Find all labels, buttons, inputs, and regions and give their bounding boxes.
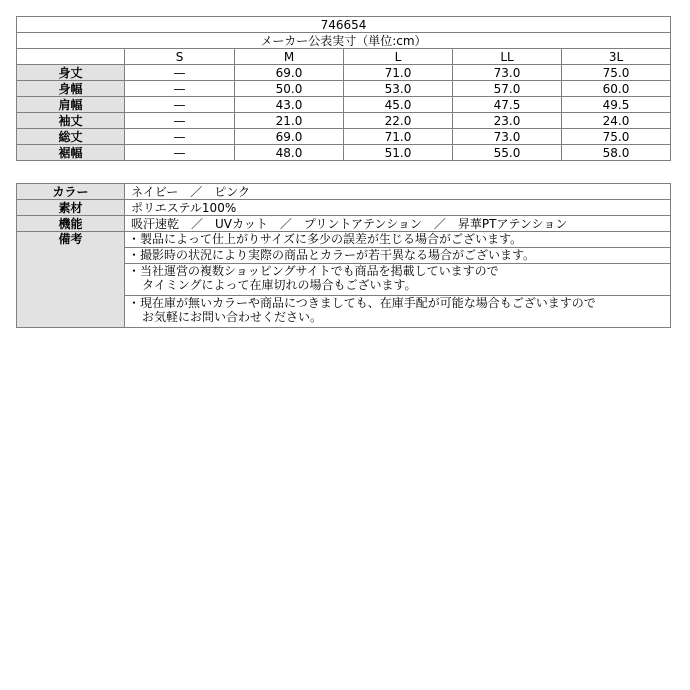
value-cell: 60.0: [562, 81, 671, 97]
value-cell: —: [125, 65, 235, 81]
value-cell: 49.5: [562, 97, 671, 113]
note-line: ・製品によって仕上がりサイズに多少の誤差が生じる場合がございます。: [128, 232, 523, 246]
measurement-row: [17, 81, 671, 97]
material-value: ポリエステル100%: [125, 200, 671, 216]
function-row: [17, 216, 671, 232]
subtitle-row: [17, 33, 671, 49]
value-cell: 75.0: [562, 129, 671, 145]
measurement-row: [17, 97, 671, 113]
value-cell: 71.0: [344, 129, 453, 145]
value-cell: 75.0: [562, 65, 671, 81]
row-label: 総丈: [17, 129, 125, 145]
row-label: 身丈: [17, 65, 125, 81]
note-line: タイミングによって在庫切れの場合もございます。: [142, 278, 417, 292]
function-value: 吸汗速乾 ／ UVカット ／ プリントアテンション ／ 昇華PTアテンション: [125, 216, 671, 232]
size-chart-table: [16, 16, 671, 161]
note-item: [125, 264, 671, 296]
value-cell: 57.0: [453, 81, 562, 97]
value-cell: 53.0: [344, 81, 453, 97]
value-cell: 51.0: [344, 145, 453, 161]
product-code-row: [17, 17, 671, 33]
size-header-l: L: [344, 49, 453, 65]
value-cell: —: [125, 145, 235, 161]
material-row: [17, 200, 671, 216]
color-value: ネイビー ／ ピンク: [125, 184, 671, 200]
note-line: ・撮影時の状況により実際の商品とカラーが若干異なる場合がございます。: [128, 248, 536, 262]
product-code: 746654: [17, 17, 671, 33]
value-cell: 58.0: [562, 145, 671, 161]
value-cell: 55.0: [453, 145, 562, 161]
row-label: 袖丈: [17, 113, 125, 129]
value-cell: 69.0: [235, 129, 344, 145]
product-info-table: [16, 183, 671, 328]
value-cell: 47.5: [453, 97, 562, 113]
size-header-ll: LL: [453, 49, 562, 65]
measurement-row: [17, 145, 671, 161]
size-header-m: M: [235, 49, 344, 65]
row-label: 肩幅: [17, 97, 125, 113]
corner-cell: [17, 49, 125, 65]
function-label: 機能: [17, 216, 125, 232]
size-header-s: S: [125, 49, 235, 65]
color-row: [17, 184, 671, 200]
size-header-row: [17, 49, 671, 65]
size-chart-subtitle: メーカー公表実寸（単位:cm）: [17, 33, 671, 49]
value-cell: —: [125, 113, 235, 129]
note-line: ・当社運営の複数ショッピングサイトでも商品を掲載していますので: [128, 264, 499, 278]
color-label: カラー: [17, 184, 125, 200]
value-cell: 22.0: [344, 113, 453, 129]
value-cell: 48.0: [235, 145, 344, 161]
value-cell: —: [125, 81, 235, 97]
notes-row: [17, 232, 671, 248]
measurement-row: [17, 65, 671, 81]
measurement-row: [17, 113, 671, 129]
size-header-3l: 3L: [562, 49, 671, 65]
value-cell: 50.0: [235, 81, 344, 97]
note-item: [125, 232, 671, 248]
value-cell: 73.0: [453, 65, 562, 81]
value-cell: 45.0: [344, 97, 453, 113]
row-label: 身幅: [17, 81, 125, 97]
value-cell: 21.0: [235, 113, 344, 129]
notes-label: 備考: [17, 232, 125, 328]
value-cell: 23.0: [453, 113, 562, 129]
value-cell: 69.0: [235, 65, 344, 81]
measurement-row: [17, 129, 671, 145]
note-line: お気軽にお問い合わせください。: [142, 310, 323, 324]
value-cell: 71.0: [344, 65, 453, 81]
value-cell: —: [125, 97, 235, 113]
value-cell: 24.0: [562, 113, 671, 129]
row-label: 裾幅: [17, 145, 125, 161]
value-cell: 43.0: [235, 97, 344, 113]
note-line: ・現在庫が無いカラーや商品につきましても、在庫手配が可能な場合もございますので: [128, 296, 596, 310]
material-label: 素材: [17, 200, 125, 216]
note-item: [125, 296, 671, 328]
value-cell: —: [125, 129, 235, 145]
value-cell: 73.0: [453, 129, 562, 145]
note-item: [125, 248, 671, 264]
